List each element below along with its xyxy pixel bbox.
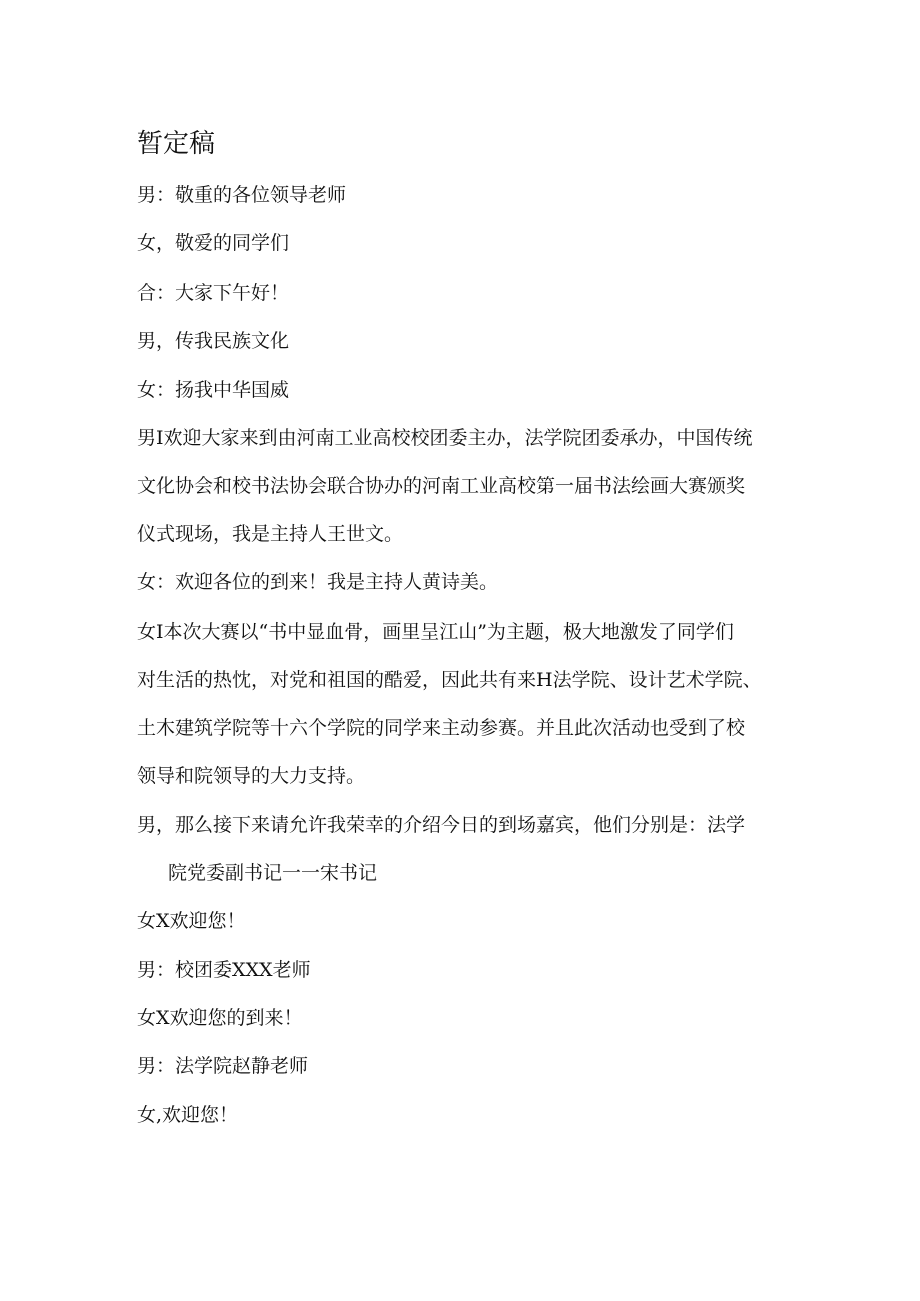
script-line: 女：扬我中华国威 xyxy=(137,379,290,401)
script-line: 女：欢迎各位的到来！我是主持人黄诗美。 xyxy=(137,571,499,593)
script-line: 女,欢迎您！ xyxy=(137,1104,239,1126)
script-line: 文化协会和校书法协会联合协办的河南工业高校第一届书法绘画大赛颁奖 xyxy=(137,475,746,497)
script-line: 男：法学院赵静老师 xyxy=(137,1055,309,1077)
script-line: 女X欢迎您！ xyxy=(137,910,246,932)
script-line: 男I欢迎大家来到由河南工业高校校团委主办，法学院团委承办，中国传统 xyxy=(137,427,753,449)
script-line: 女，敬爱的同学们 xyxy=(137,232,290,254)
script-line: 土木建筑学院等十六个学院的同学来主动参赛。并且此次活动也受到了校 xyxy=(137,717,746,739)
script-line: 男，那么接下来请允许我荣幸的介绍今日的到场嘉宾，他们分别是：法学 xyxy=(137,814,746,836)
script-line: 合：大家下午好！ xyxy=(137,282,290,304)
script-line: 男，传我民族文化 xyxy=(137,330,290,352)
script-line: 院党委副书记一一宋书记 xyxy=(168,862,378,884)
script-line: 领导和院领导的大力支持。 xyxy=(137,765,366,787)
document-title: 暂定稿 xyxy=(137,129,216,159)
script-line: 仪式现场，我是主持人王世文。 xyxy=(137,523,404,545)
script-line: 女I本次大赛以“书中显血骨，画里呈江山”为主题，极大地激发了同学们 xyxy=(137,621,734,643)
script-line: 对生活的热忱，对党和祖国的酷爱，因此共有来H法学院、设计艺术学院、 xyxy=(137,669,762,691)
script-line: 男：敬重的各位领导老师 xyxy=(137,184,347,206)
script-line: 男：校团委XXX老师 xyxy=(137,959,311,981)
script-line: 女X欢迎您的到来！ xyxy=(137,1007,303,1029)
